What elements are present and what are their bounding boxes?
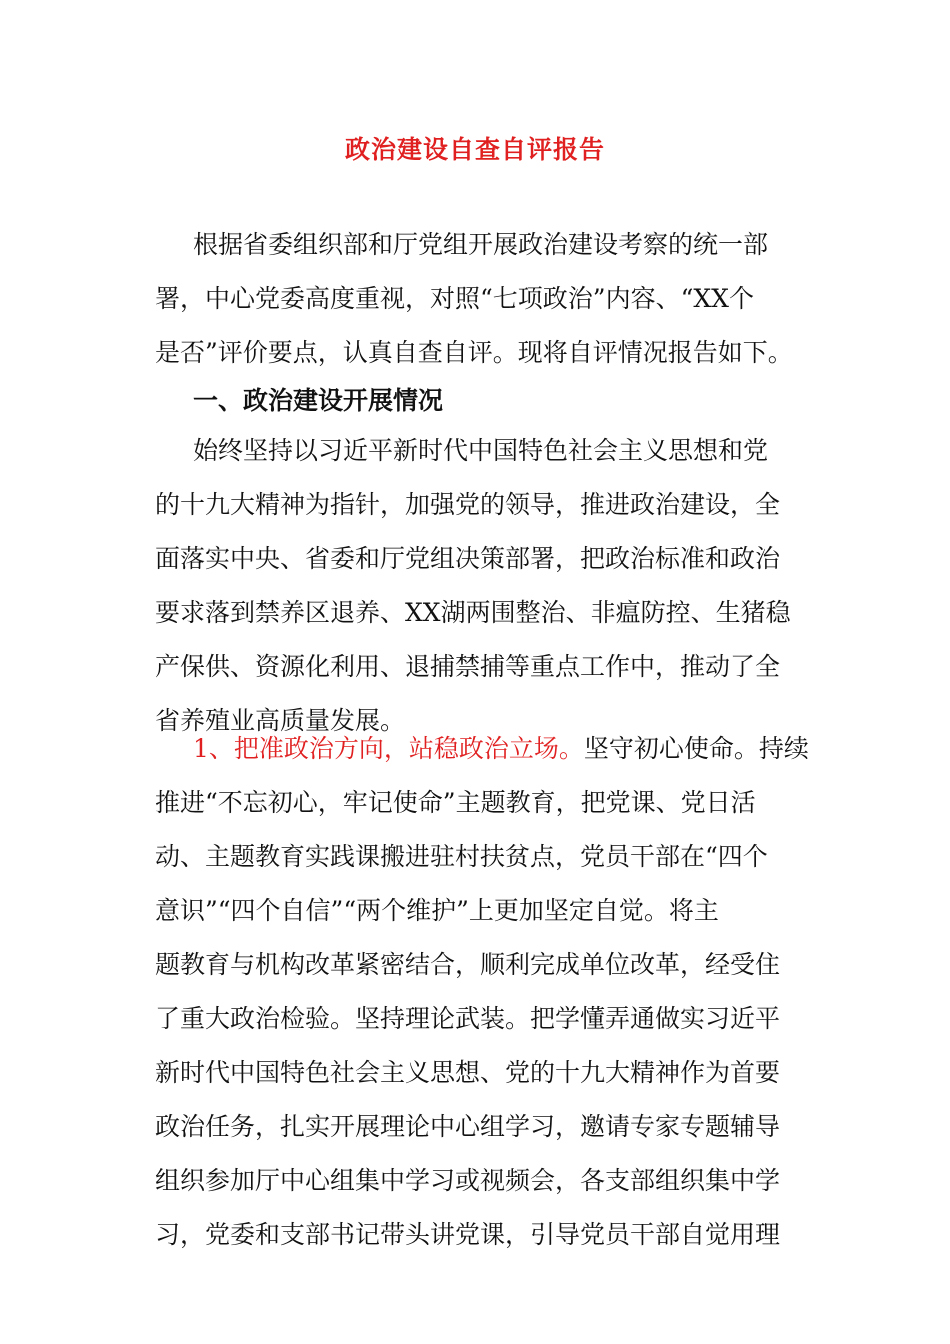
paragraph-line: 政治任务，扎实开展理论中心组学习，邀请专家专题辅导	[155, 1112, 781, 1141]
paragraph-line: 意识”“四个自信”“两个维护”上更加坚定自觉。将主	[155, 896, 719, 925]
section1-paragraph	[155, 424, 800, 748]
paragraph-line: 根据省委组织部和厅党组开展政治建设考察的统一部	[193, 230, 769, 259]
item1-heading: 1、把准政治方向，站稳政治立场。	[193, 734, 584, 763]
item1-first-line-rest: 坚守初心使命。持续	[583, 734, 809, 763]
section-heading: 一、政治建设开展情况	[193, 386, 444, 415]
paragraph-line: 动、主题教育实践课搬进驻村扶贫点，党员干部在“四个	[155, 842, 768, 871]
item1-paragraph	[155, 722, 809, 1262]
paragraph-line: 的十九大精神为指针，加强党的领导，推进政治建设，全	[155, 490, 781, 519]
paragraph-line: 习，党委和支部书记带头讲党课，引导党员干部自觉用理	[155, 1220, 781, 1249]
paragraph-line: 面落实中央、省委和厅党组决策部署，把政治标准和政治	[155, 544, 781, 573]
paragraph-line	[155, 722, 809, 776]
paragraph-line: 组织参加厅中心组集中学习或视频会，各支部组织集中学	[155, 1166, 781, 1195]
paragraph-line: 始终坚持以习近平新时代中国特色社会主义思想和党	[193, 436, 769, 465]
paragraph-line: 省养殖业高质量发展。	[155, 706, 406, 735]
section-heading-block	[155, 374, 800, 428]
paragraph-line: 新时代中国特色社会主义思想、党的十九大精神作为首要	[155, 1058, 781, 1087]
paragraph-line: 推进“不忘初心，牢记使命”主题教育，把党课、党日活	[155, 788, 756, 817]
paragraph-line: 产保供、资源化利用、退捕禁捕等重点工作中，推动了全	[155, 652, 781, 681]
paragraph-line: 题教育与机构改革紧密结合，顺利完成单位改革，经受住	[155, 950, 781, 979]
paragraph-line: 署，中心党委高度重视，对照“七项政治”内容、“XX个	[155, 284, 754, 313]
document-title: 政治建设自查自评报告	[344, 135, 605, 164]
intro-paragraph	[155, 218, 800, 380]
paragraph-line: 要求落到禁养区退养、XX湖两围整治、非瘟防控、生猪稳	[155, 598, 791, 627]
paragraph-line: 了重大政治检验。坚持理论武装。把学懂弄通做实习近平	[155, 1004, 781, 1033]
paragraph-line: 是否”评价要点，认真自查自评。现将自评情况报告如下。	[155, 338, 793, 367]
